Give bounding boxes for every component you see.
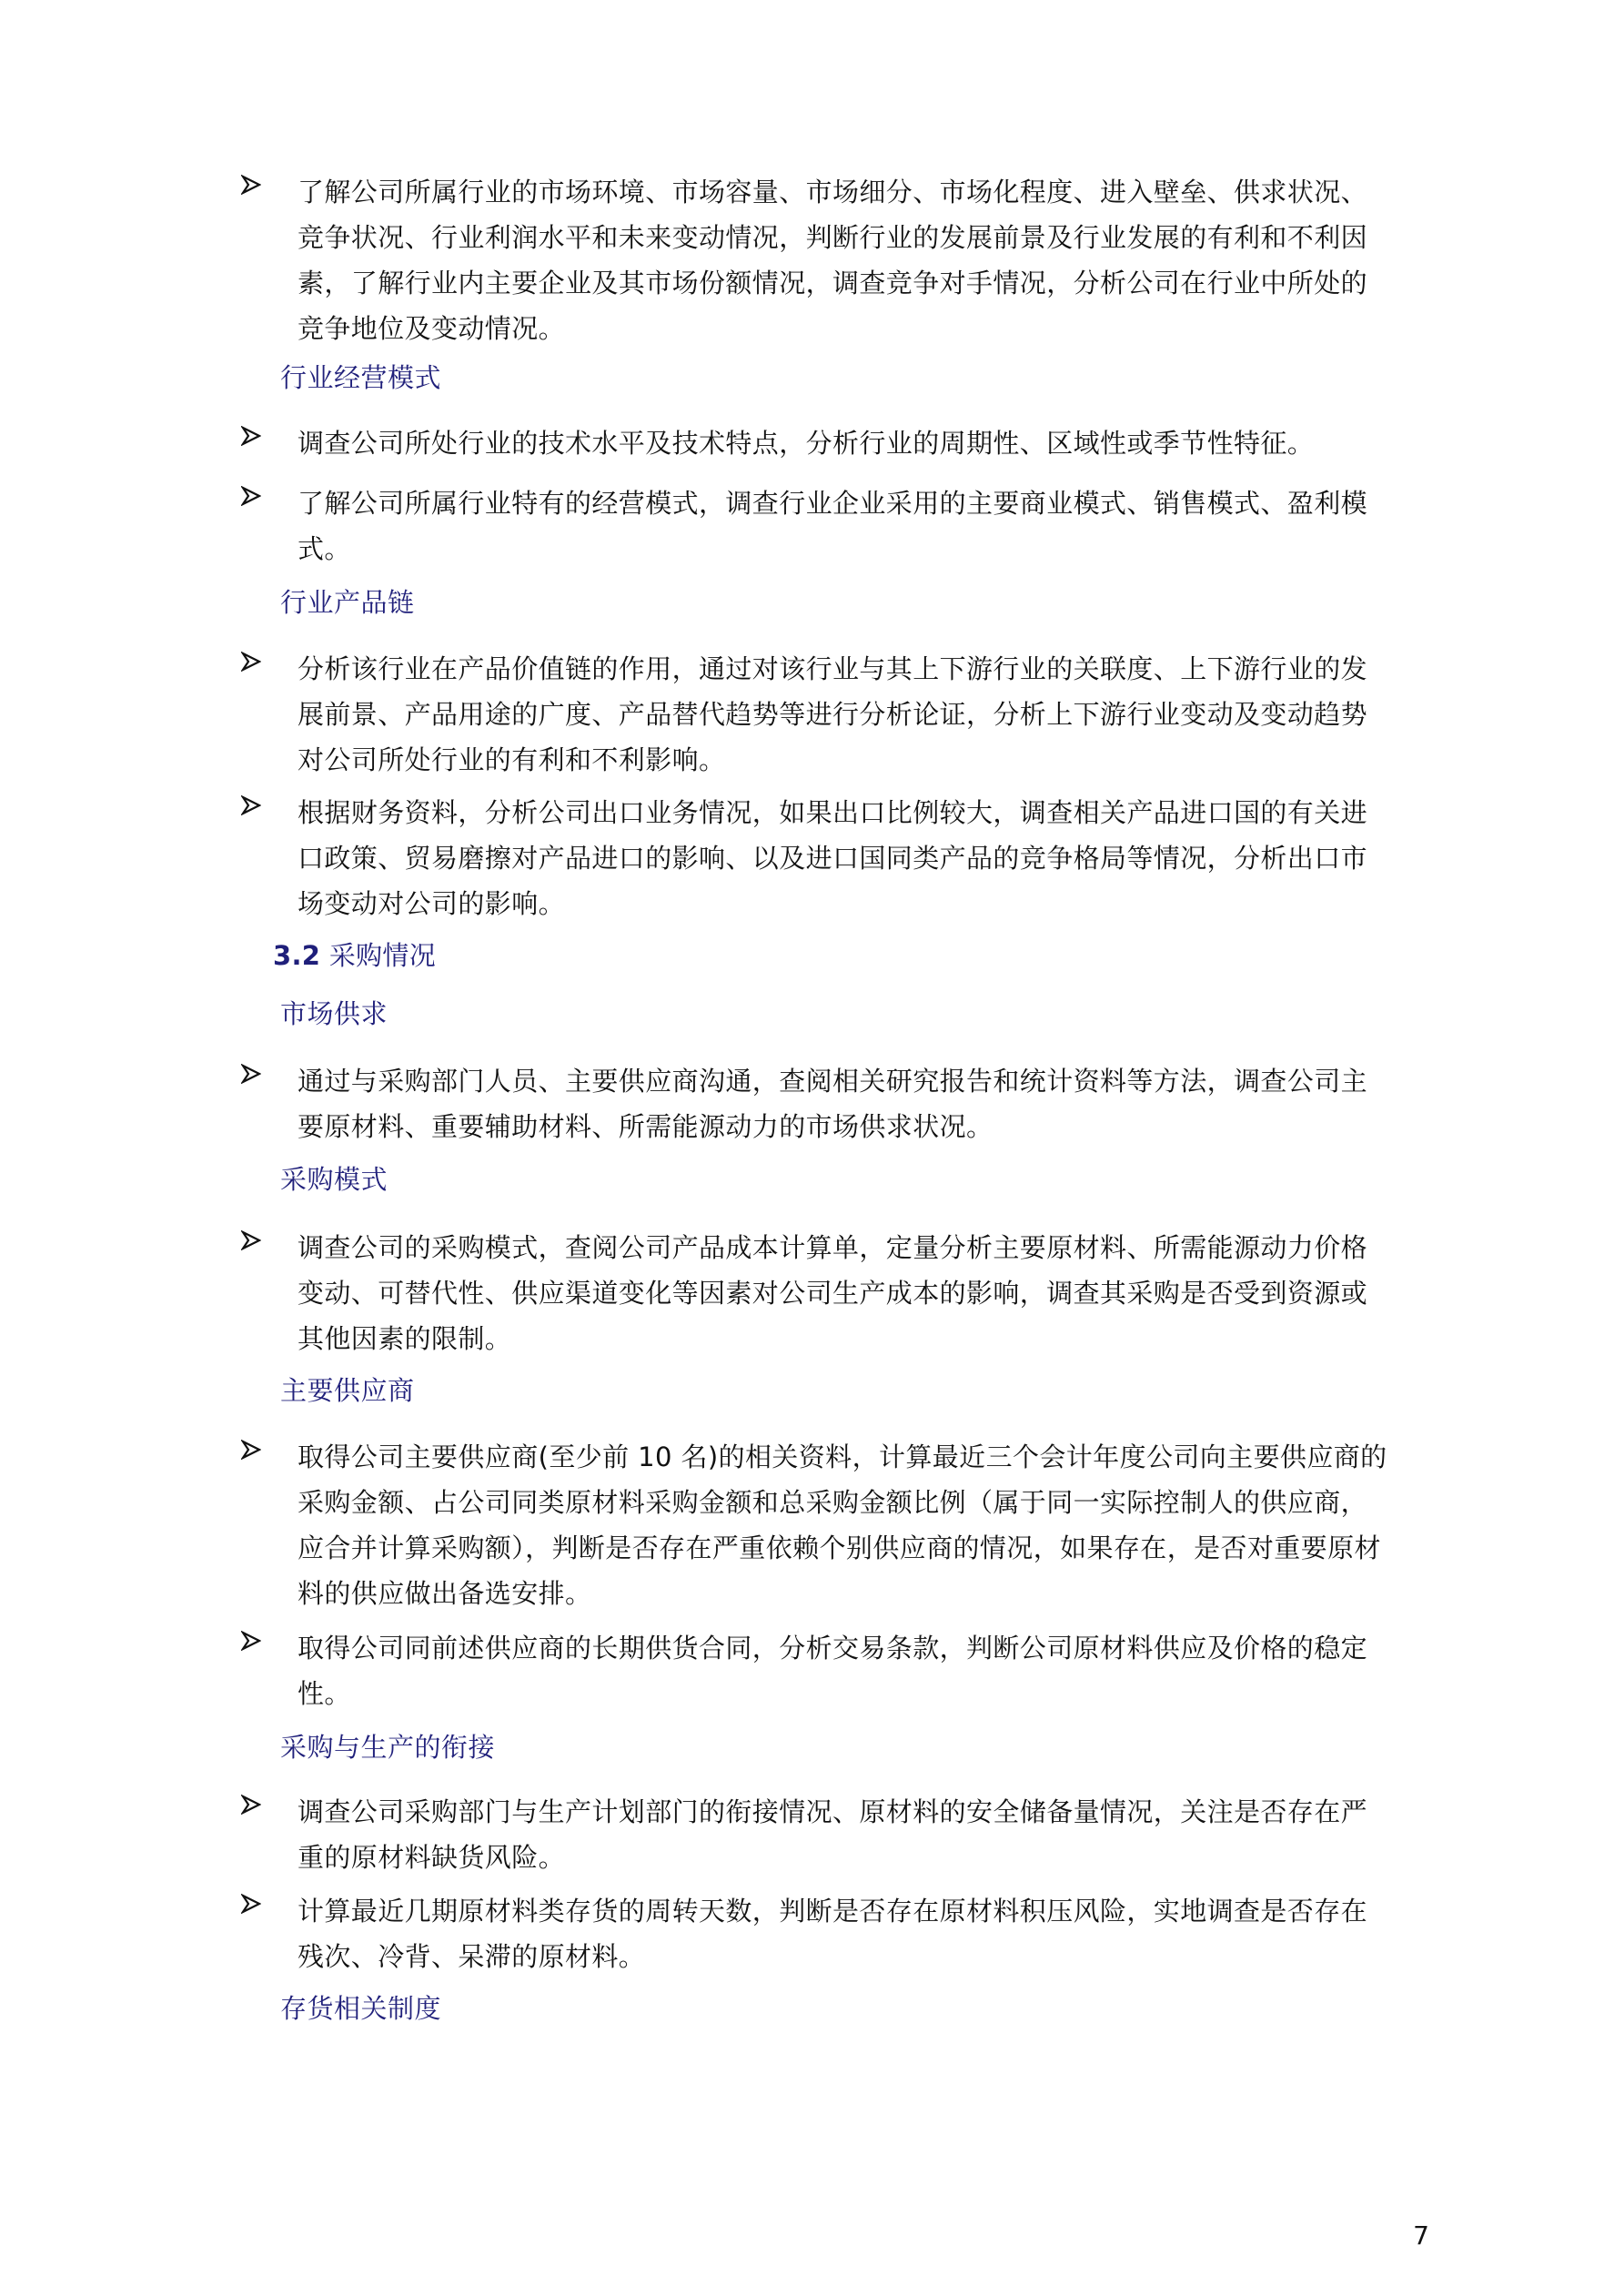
list-item [241,1434,1392,1616]
list-item [241,790,1392,926]
bullet-text: 分析该行业在产品价值链的作用，通过对该行业与其上下游行业的关联度、上下游行业的发展前景、产品用途的广度、产品替代趋势等进行分析论证，分析上下游行业变动及变动趋势对公司所处行业的有利和不利影响。 [298,653,1368,775]
section-title: 采购情况 [328,940,437,971]
arrow-bullet-icon [241,795,261,815]
bullet-text: 调查公司所处行业的技术水平及技术特点，分析行业的周期性、区域性或季节性特征。 [298,428,1315,459]
arrow-bullet-icon [241,1230,261,1250]
arrow-bullet-icon [241,1064,261,1084]
arrow-bullet-icon [241,175,261,195]
section-number: 3.2 [273,940,321,971]
list-item [241,1789,1392,1880]
arrow-bullet-icon [241,426,261,446]
bullet-text: 取得公司主要供应商(至少前 10 名)的相关资料，计算最近三个会计年度公司向主要供应商的采购金额、占公司同类原材料采购金额和总采购金额比例（属于同一实际控制人的供应商，应合并计算采购额），判断是否存在严重依赖个别供应商的情况，如果存在，是否对重要原材料的供应做出备选安排。 [298,1441,1387,1609]
subheading: 采购模式 [280,1164,388,1195]
bullet-text: 取得公司同前述供应商的长期供货合同，分析交易条款，判断公司原材料供应及价格的稳定性。 [298,1633,1368,1709]
bullet-text: 计算最近几期原材料类存货的周转天数，判断是否存在原材料积压风险，实地调查是否存在残次、冷背、呆滞的原材料。 [298,1896,1368,1972]
subheading: 行业经营模式 [280,362,442,393]
bullet-text: 调查公司采购部门与生产计划部门的衔接情况、原材料的安全储备量情况，关注是否存在严重的原材料缺货风险。 [298,1796,1368,1873]
bullet-text: 根据财务资料，分析公司出口业务情况，如果出口比例较大，调查相关产品进口国的有关进口政策、贸易磨擦对产品进口的影响、以及进口国同类产品的竞争格局等情况，分析出口市场变动对公司的影响。 [298,797,1368,919]
list-item [241,1888,1392,1979]
list-item [241,1225,1392,1361]
arrow-bullet-icon [241,1894,261,1914]
list-item [241,420,1392,466]
arrow-bullet-icon [241,1631,261,1651]
section-heading [273,937,436,974]
list-item [241,1058,1392,1149]
arrow-bullet-icon [241,652,261,672]
bullet-text: 了解公司所属行业的市场环境、市场容量、市场细分、市场化程度、进入壁垒、供求状况、竞争状况、行业利润水平和未来变动情况，判断行业的发展前景及行业发展的有利和不利因素，了解行业内主要企业及其市场份额情况，调查竞争对手情况，分析公司在行业中所处的竞争地位及变动情况。 [298,177,1368,344]
arrow-bullet-icon [241,486,261,506]
arrow-bullet-icon [241,1440,261,1460]
page-number: 7 [1413,2220,1429,2250]
list-item [241,480,1392,571]
bullet-text: 通过与采购部门人员、主要供应商沟通，查阅相关研究报告和统计资料等方法，调查公司主要原材料、重要辅助材料、所需能源动力的市场供求状况。 [298,1066,1368,1142]
arrow-bullet-icon [241,1795,261,1815]
subheading: 主要供应商 [280,1375,415,1406]
bullet-text: 了解公司所属行业特有的经营模式，调查行业企业采用的主要商业模式、销售模式、盈利模式。 [298,488,1368,564]
bullet-text: 调查公司的采购模式，查阅公司产品成本计算单，定量分析主要原材料、所需能源动力价格变动、可替代性、供应渠道变化等因素对公司生产成本的影响，调查其采购是否受到资源或其他因素的限制。 [298,1232,1368,1354]
subheading: 采购与生产的衔接 [280,1732,496,1763]
subheading: 市场供求 [280,998,388,1029]
list-item [241,1625,1392,1716]
subheading: 行业产品链 [280,587,415,618]
list-item [241,169,1392,351]
subheading: 存货相关制度 [280,1993,442,2024]
list-item [241,646,1392,783]
